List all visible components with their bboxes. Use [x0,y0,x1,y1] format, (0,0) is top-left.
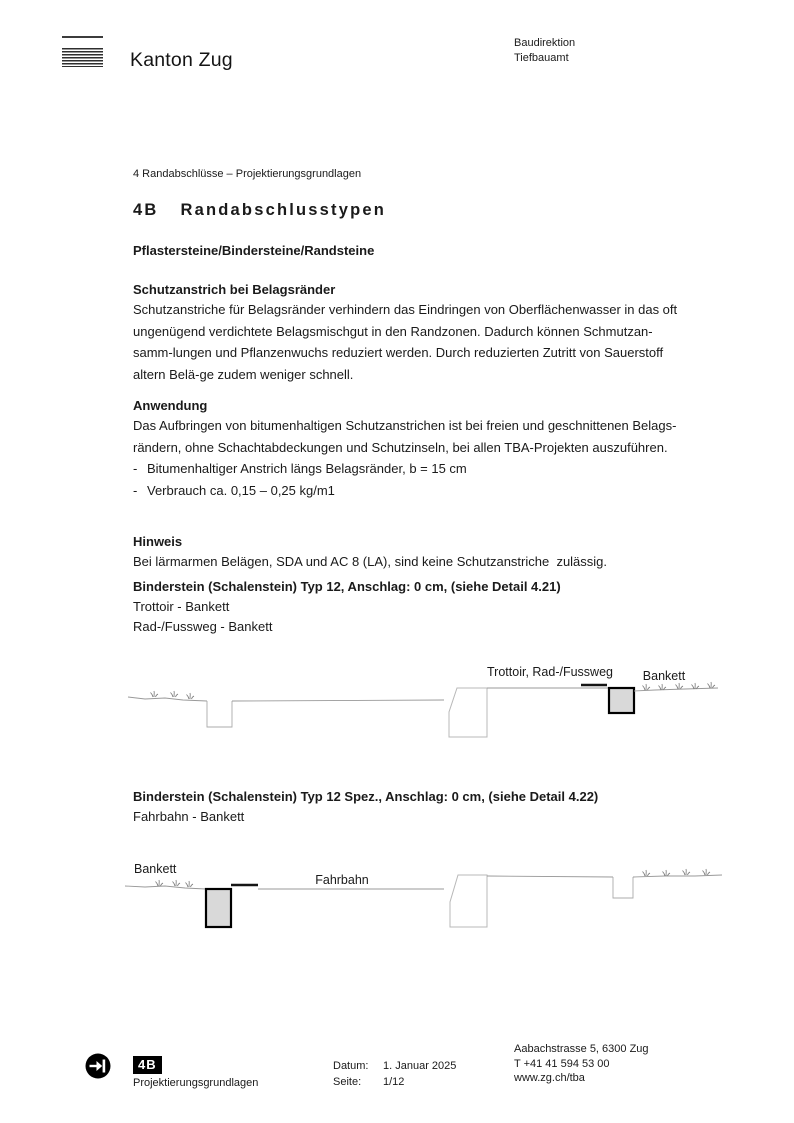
label-verge: Bankett [134,862,177,876]
grass-icon [173,880,181,886]
page-title [133,201,739,220]
page-subtitle: Pflastersteine/Bindersteine/Randsteine [133,243,375,258]
label-verge: Bankett [642,669,686,683]
footer-contact-block [514,1042,649,1086]
section-body-hinweis: Bei lärmarmen Belägen, SDA und AC 8 (LA), sind keine Schutzanstriche zulässig. [133,554,608,569]
detail-421-heading: Binderstein (Schalenstein) Typ 12, Anschlag: 0 cm, (siehe Detail 4.21) [133,579,561,594]
cross-section-drawing-421 [125,650,745,765]
grass-icon [676,683,684,689]
grass-icon [156,880,164,886]
footer-website: www.zg.ch/tba [514,1072,585,1085]
grass-icon [643,684,651,690]
footer-page-value: 1/12 [383,1076,405,1088]
breadcrumb: 4 Randabschlüsse – Projektierungsgrundlagen [133,168,362,180]
ground-line-left [128,697,207,701]
detail-422-heading: Binderstein (Schalenstein) Typ 12 Spez., Anschlag: 0 cm, (siehe Detail 4.22) [133,789,599,804]
cross-section-drawing-422 [125,850,745,940]
binderstein-stone [206,889,231,927]
label-surface: Trottoir, Rad-/Fussweg [487,665,613,679]
footer-date-label: Datum: [333,1060,369,1072]
footer-address: Aabachstrasse 5, 6300 Zug [514,1043,649,1055]
section-body-anwendung [133,415,739,458]
bullet-list [133,458,739,501]
grass-icon [171,691,179,697]
logo-stripe-block [62,48,103,67]
grass-icon [151,691,159,697]
text-line: samm-lungen und Pflanzenwuchs reduziert werden. Durch reduzierten Zutritt von Sauerstoff [133,345,664,360]
footer-date-value: 1. Januar 2025 [383,1060,457,1072]
curb-profile [450,875,487,927]
footer-page-label: Seite: [333,1076,362,1088]
upper-line [487,876,613,877]
brand-title: Kanton Zug [130,49,233,71]
page-title-text: Randabschlusstypen [180,201,387,219]
page-title-number: 4B [133,201,159,219]
grass-icon [692,683,700,689]
binderstein-stone [609,688,634,713]
detail-421-sub1: Trottoir - Bankett [133,599,230,614]
section-body-schutzanstrich [133,299,739,385]
text-line: Schutzanstriche für Belagsränder verhindern das Eindringen von Oberflächenwasser in das oft [133,302,678,317]
grass-icon [683,869,691,875]
bullet-item [133,458,739,480]
footer-code-badge: 4B [133,1056,162,1074]
bullet-marker: - [133,482,138,498]
bullet-text: Verbrauch ca. 0,15 – 0,25 kg/m1 [147,482,335,498]
text-line: altern Belä-ge zudem weniger schnell. [133,366,354,382]
section-heading-hinweis: Hinweis [133,534,183,549]
bullet-item [133,480,739,502]
foundation-notch [207,701,232,727]
roadway-line [232,700,444,701]
logo-top-stripe [62,36,103,38]
detail-422-sub1: Fahrbahn - Bankett [133,809,245,824]
department-line1: Baudirektion [514,37,576,49]
grass-icon [659,684,667,690]
foundation-notch [613,877,633,898]
grass-icon [663,870,671,876]
text-line: Das Aufbringen von bitumenhaltigen Schutzanstrichen ist bei freien und geschnittenen Belags- [133,418,677,433]
text-line: rändern, ohne Schachtabdeckungen und Schutzinseln, bei allen TBA-Projekten auszuführen. [133,439,668,455]
detail-421-sub2: Rad-/Fussweg - Bankett [133,619,273,634]
footer-code-label: Projektierungsgrundlagen [133,1077,259,1089]
text-line: ungenügend verdichtete Belagsmischgut in den Randzonen. Dadurch können Schmutzan- [133,323,653,339]
section-heading-schutzanstrich: Schutzanstrich bei Belagsränder [133,282,336,297]
section-heading-anwendung: Anwendung [133,398,208,413]
kanton-zug-logo-icon [62,36,103,67]
grass-icon [187,693,195,699]
grass-icon [703,869,711,875]
grass-icon [643,870,651,876]
verge-line-right [634,688,718,691]
ground-line-left [125,886,206,889]
label-surface: Fahrbahn [315,873,369,887]
department-block [514,36,575,65]
bullet-text: Bitumenhaltiger Anstrich längs Belagsränder, b = 15 cm [147,461,467,476]
bullet-marker: - [133,461,138,476]
arrow-into-bar-icon [85,1053,111,1079]
curb-profile [449,688,487,737]
footer-phone: T +41 41 594 53 00 [514,1057,610,1070]
grass-icon [708,682,716,688]
grass-icon [186,881,194,887]
department-line2: Tiefbauamt [514,51,569,64]
